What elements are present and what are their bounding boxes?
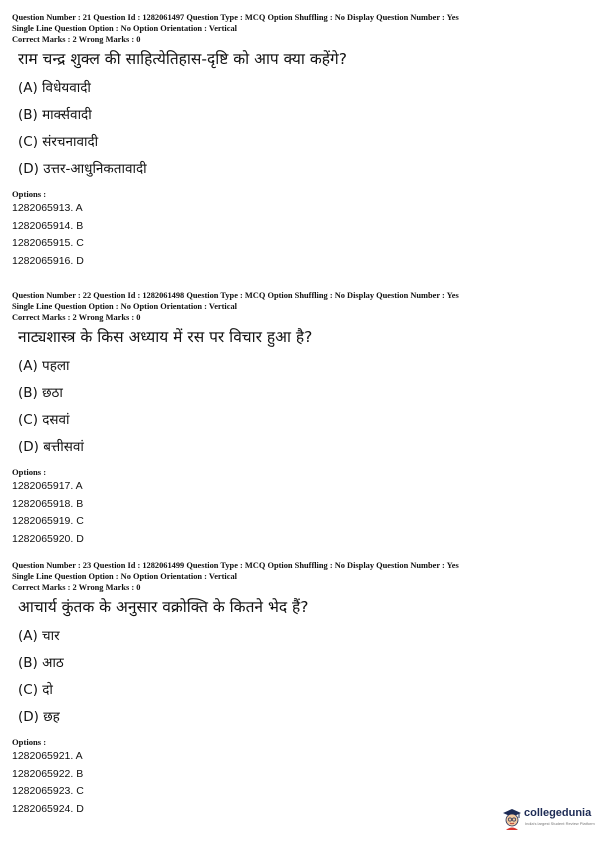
marks-line: Correct Marks : 2 Wrong Marks : 0 — [12, 35, 141, 44]
option-id: 1282065917. A — [12, 480, 83, 492]
choice-c: (C) संरचनावादी — [18, 134, 99, 150]
option-id: 1282065923. C — [12, 785, 84, 797]
question-meta-line: Single Line Question Option : No Option Orientation : Vertical — [12, 302, 237, 311]
marks-line: Correct Marks : 2 Wrong Marks : 0 — [12, 313, 141, 322]
choice-a: (A) चार — [18, 628, 60, 644]
question-meta-line: Question Number : 22 Question Id : 1282061498 Question Type : MCQ Option Shuffling : No Display Question Number : Yes — [12, 291, 459, 300]
collegedunia-logo — [500, 804, 595, 834]
logo-wordmark: collegedunia — [524, 807, 592, 819]
question-text: राम चन्द्र शुक्ल की साहित्येतिहास-दृष्टि को आप क्या कहेंगे? — [18, 50, 347, 68]
choice-a: (A) विधेयवादी — [18, 80, 91, 96]
choice-b: (B) छठा — [18, 385, 63, 401]
question-meta-line: Question Number : 21 Question Id : 1282061497 Question Type : MCQ Option Shuffling : No Display Question Number : Yes — [12, 13, 459, 22]
question-text: नाट्यशास्त्र के किस अध्याय में रस पर विचार हुआ है? — [18, 328, 313, 346]
option-id: 1282065921. A — [12, 750, 83, 762]
option-id: 1282065922. B — [12, 767, 84, 780]
choice-b: (B) मार्क्सवादी — [18, 107, 92, 123]
option-id: 1282065913. A — [12, 202, 83, 214]
option-id: 1282065916. D — [12, 254, 84, 267]
marks-line: Correct Marks : 2 Wrong Marks : 0 — [12, 583, 141, 592]
options-heading: Options : — [12, 737, 47, 747]
options-heading: Options : — [12, 189, 47, 199]
choice-c: (C) दो — [18, 682, 53, 698]
question-meta-line: Single Line Question Option : No Option Orientation : Vertical — [12, 572, 237, 581]
option-id: 1282065924. D — [12, 802, 84, 815]
question-23 — [12, 560, 582, 818]
question-text: आचार्य कुंतक के अनुसार वक्रोक्ति के कितने भेद हैं? — [18, 598, 309, 616]
question-21 — [12, 12, 582, 270]
option-id: 1282065919. C — [12, 515, 84, 527]
logo-tagline: India's largest Student Review Platform — [525, 821, 595, 826]
choice-d: (D) छह — [18, 709, 60, 725]
option-id: 1282065914. B — [12, 219, 84, 232]
options-heading: Options : — [12, 467, 47, 477]
choice-c: (C) दसवां — [18, 412, 70, 428]
question-meta-line: Question Number : 23 Question Id : 1282061499 Question Type : MCQ Option Shuffling : No Display Question Number : Yes — [12, 561, 459, 570]
option-id: 1282065918. B — [12, 497, 84, 510]
question-meta-line: Single Line Question Option : No Option Orientation : Vertical — [12, 24, 237, 33]
choice-b: (B) आठ — [18, 655, 64, 671]
option-id: 1282065915. C — [12, 237, 84, 249]
option-id: 1282065920. D — [12, 532, 84, 545]
choice-d: (D) उत्तर-आधुनिकतावादी — [18, 161, 147, 177]
graduate-mascot-icon — [500, 806, 524, 830]
question-22 — [12, 290, 582, 548]
choice-a: (A) पहला — [18, 358, 70, 374]
choice-d: (D) बत्तीसवां — [18, 439, 84, 455]
